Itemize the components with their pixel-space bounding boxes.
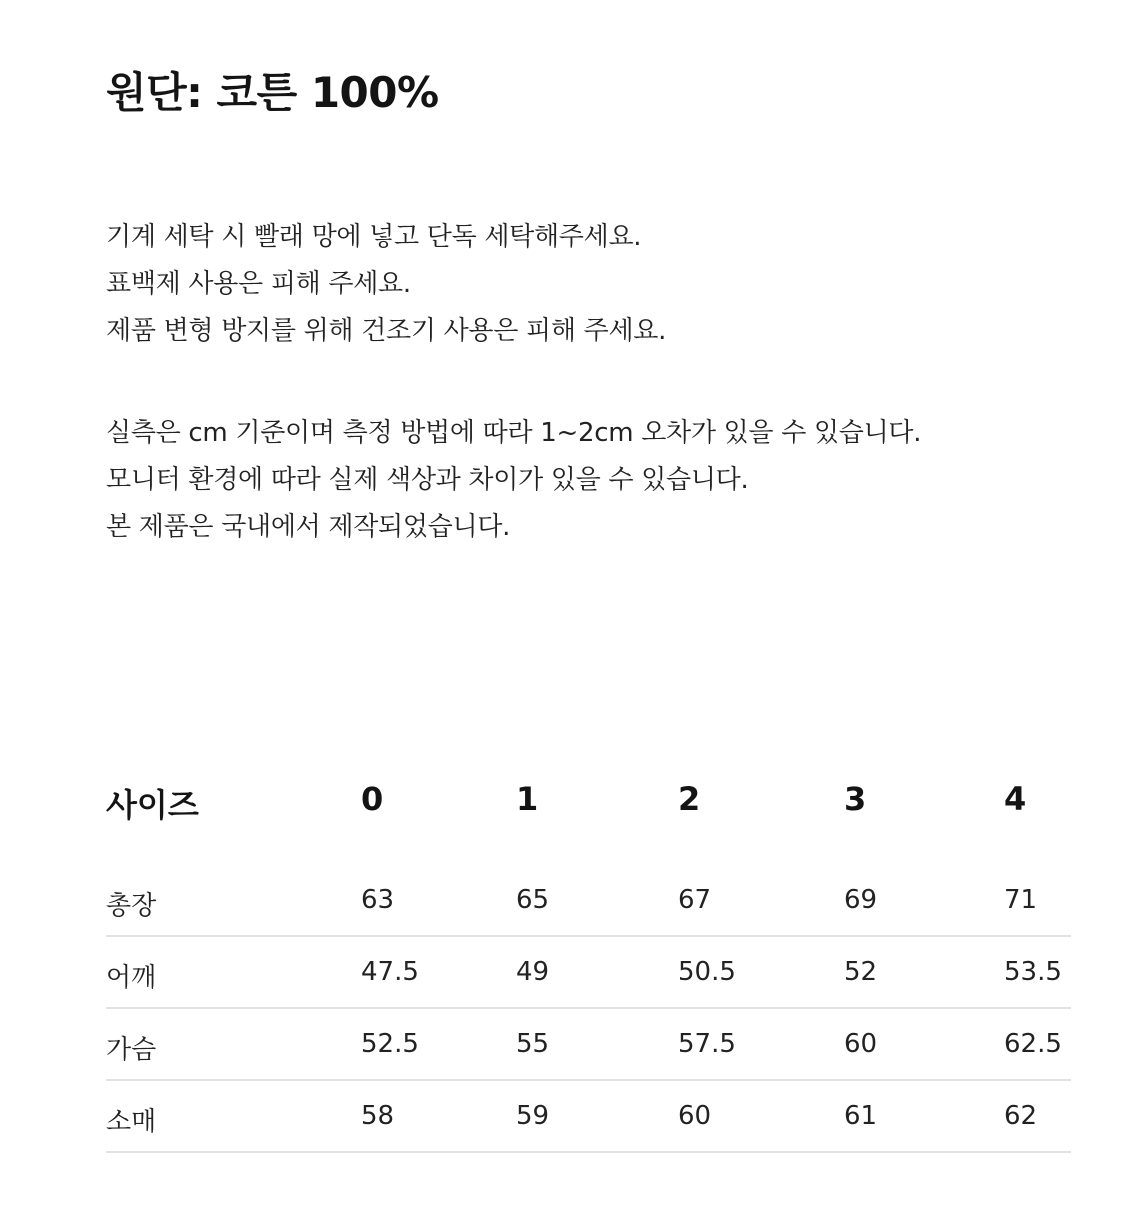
- table-cell: 57.5: [678, 1029, 736, 1059]
- table-cell: 47.5: [361, 957, 419, 987]
- table-row: [106, 1081, 1071, 1153]
- info-note: 본 제품은 국내에서 제작되었습니다.: [106, 512, 511, 542]
- table-cell: 61: [844, 1101, 878, 1131]
- table-row: [106, 937, 1071, 1009]
- table-cell: 59: [516, 1101, 550, 1131]
- header-cell-size-4: 4: [1004, 780, 1027, 818]
- table-cell: 69: [844, 885, 878, 915]
- table-cell: 62: [1004, 1101, 1038, 1131]
- fabric-title: 원단: 코튼 100%: [106, 68, 439, 117]
- header-cell-size-2: 2: [678, 780, 701, 818]
- header-cell-size-1: 1: [516, 780, 539, 818]
- table-cell: 50.5: [678, 957, 736, 987]
- row-label: 어깨: [106, 963, 157, 993]
- care-note: 기계 세탁 시 빨래 망에 넣고 단독 세탁해주세요.: [106, 222, 642, 252]
- size-table-header: [106, 770, 1071, 865]
- header-cell-size-label: 사이즈: [106, 786, 199, 824]
- table-cell: 71: [1004, 885, 1038, 915]
- table-cell: 58: [361, 1101, 395, 1131]
- header-cell-size-3: 3: [844, 780, 867, 818]
- product-info-notes: [106, 410, 921, 551]
- care-instructions: [106, 214, 666, 355]
- table-cell: 49: [516, 957, 550, 987]
- row-label: 총장: [106, 891, 157, 921]
- table-cell: 62.5: [1004, 1029, 1062, 1059]
- info-note: 모니터 환경에 따라 실제 색상과 차이가 있을 수 있습니다.: [106, 465, 749, 495]
- table-row: [106, 1009, 1071, 1081]
- table-cell: 67: [678, 885, 712, 915]
- care-note: 제품 변형 방지를 위해 건조기 사용은 피해 주세요.: [106, 316, 667, 346]
- table-cell: 60: [678, 1101, 712, 1131]
- row-label: 가슴: [106, 1035, 157, 1065]
- table-cell: 52: [844, 957, 878, 987]
- row-label: 소매: [106, 1107, 157, 1137]
- info-note: 실측은 cm 기준이며 측정 방법에 따라 1~2cm 오차가 있을 수 있습니다.: [106, 418, 922, 448]
- table-cell: 63: [361, 885, 395, 915]
- size-table: [106, 770, 1071, 1153]
- header-cell-size-0: 0: [361, 780, 384, 818]
- table-row: [106, 865, 1071, 937]
- table-cell: 53.5: [1004, 957, 1062, 987]
- table-cell: 65: [516, 885, 550, 915]
- table-cell: 52.5: [361, 1029, 419, 1059]
- table-cell: 55: [516, 1029, 550, 1059]
- table-cell: 60: [844, 1029, 878, 1059]
- care-note: 표백제 사용은 피해 주세요.: [106, 269, 411, 299]
